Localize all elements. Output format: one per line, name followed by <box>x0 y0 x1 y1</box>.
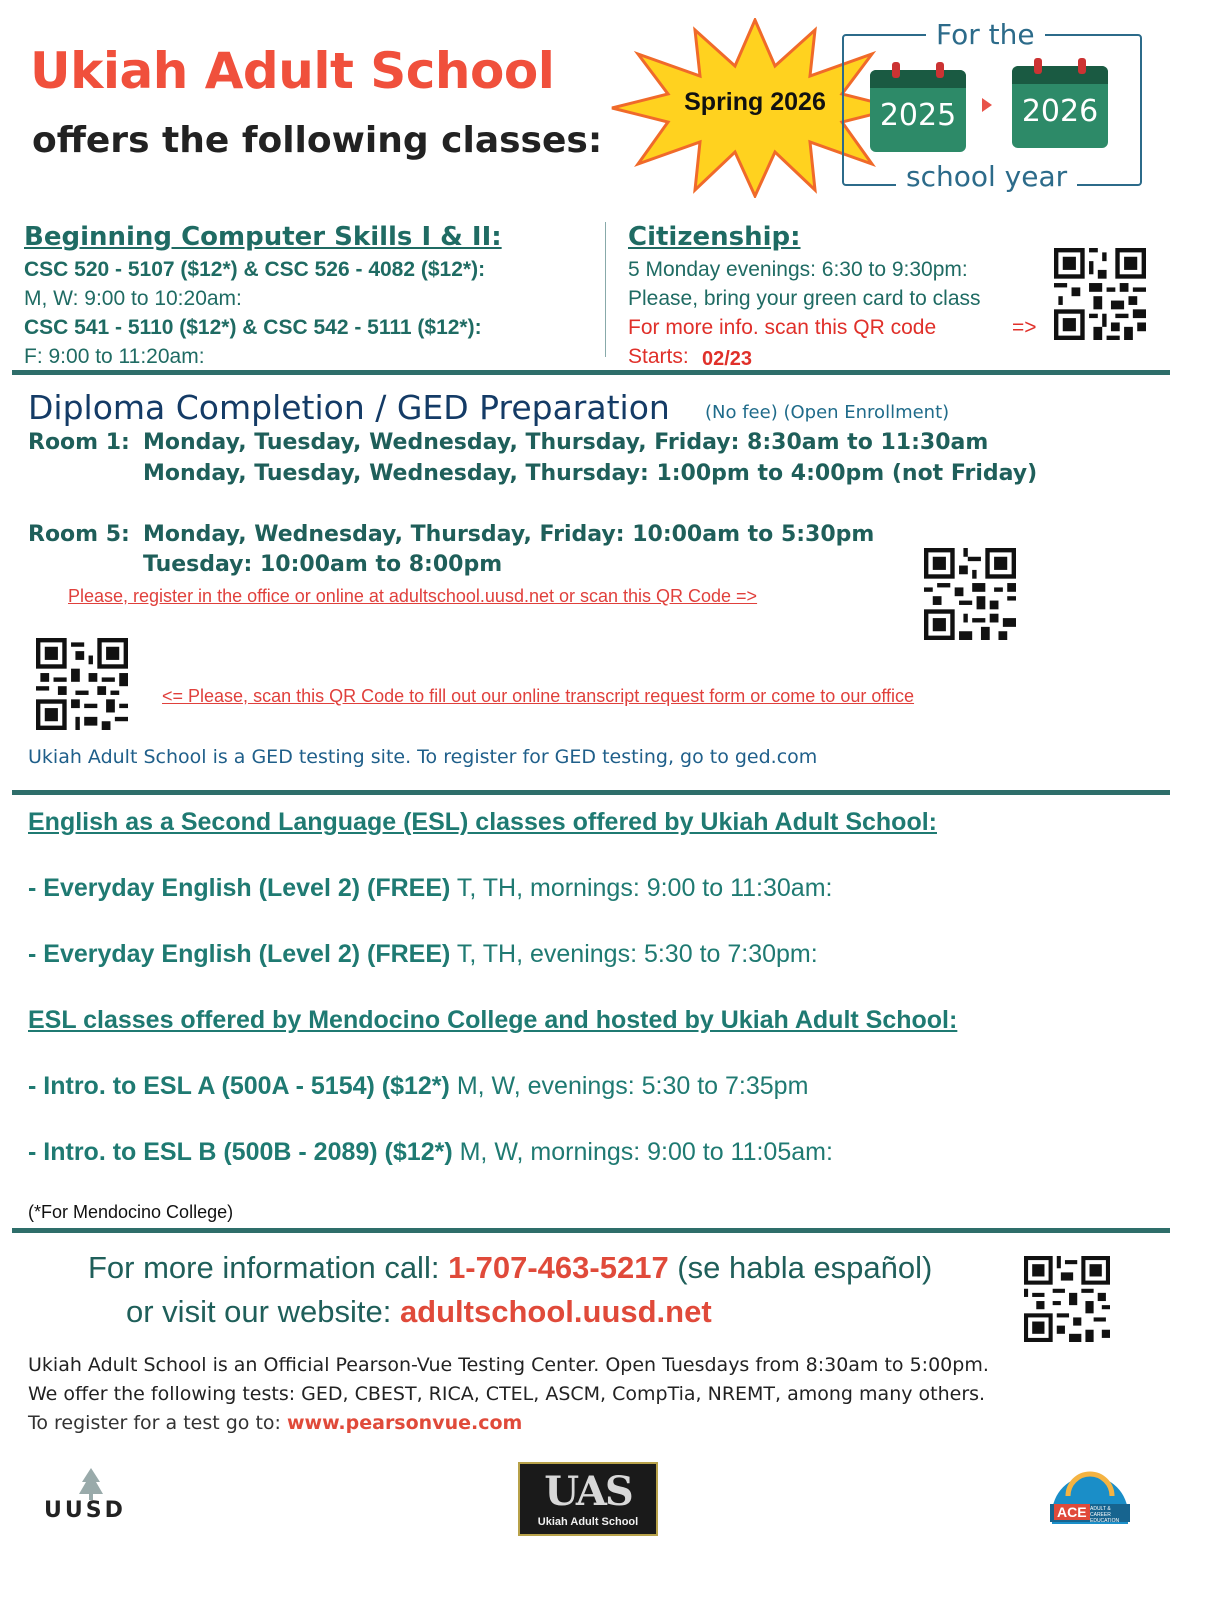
uas-logo <box>518 1462 658 1536</box>
uas-logo-text: UAS <box>544 1468 632 1515</box>
esl-item-3 <box>28 1072 808 1101</box>
computer-schedule-line-1: M, W: 9:00 to 10:20am: <box>24 287 242 310</box>
esl-item-4-title: - Intro. to ESL B (500B - 2089) ($12*) <box>28 1138 453 1166</box>
room-5-schedule-1: Monday, Wednesday, Thursday, Friday: 10:00am to 5:30pm <box>143 522 875 547</box>
tree-icon <box>36 1466 146 1502</box>
room-5-label: Room 5: <box>28 522 130 547</box>
page-title: Ukiah Adult School <box>30 42 555 100</box>
esl-item-3-title: - Intro. to ESL A (500A - 5154) ($12*) <box>28 1072 450 1100</box>
room-5-schedule-2: Tuesday: 10:00am to 8:00pm <box>143 552 503 577</box>
website-line <box>126 1294 712 1330</box>
citizenship-qr-arrow: => <box>1012 316 1037 339</box>
website-link[interactable]: adultschool.uusd.net <box>399 1294 712 1329</box>
pearson-register-label: To register for a test go to: <box>28 1412 287 1434</box>
section-divider <box>12 370 1170 375</box>
computer-skills-heading: Beginning Computer Skills I & II: <box>24 222 502 252</box>
ace-emblem-icon <box>1040 1466 1140 1536</box>
school-year-top-label: For the <box>926 18 1045 51</box>
pearson-vue-line-2: We offer the following tests: GED, CBEST, RICA, CTEL, ASCM, CompTia, NREMT, among many others. <box>28 1383 986 1405</box>
citizenship-qr-code[interactable] <box>1052 248 1148 340</box>
uusd-logo-text: UUSD <box>44 1498 126 1523</box>
computer-schedule-line-2: F: 9:00 to 11:20am: <box>24 345 205 368</box>
calendar-2025-icon <box>870 70 966 152</box>
citizenship-start-date: 02/23 <box>702 348 753 370</box>
call-label: For more information call: <box>88 1250 449 1285</box>
esl-item-2-schedule: T, TH, evenings: 5:30 to 7:30pm: <box>450 940 818 968</box>
esl-item-1 <box>28 874 833 903</box>
ace-logo <box>1040 1466 1140 1536</box>
year-to: 2026 <box>1021 94 1099 129</box>
website-qr-code[interactable] <box>1020 1256 1114 1342</box>
computer-course-line-2: CSC 541 - 5110 ($12*) & CSC 542 - 5111 ($12*): <box>24 316 482 339</box>
esl-item-4-schedule: M, W, mornings: 9:00 to 11:05am: <box>452 1138 833 1166</box>
transcript-request-link[interactable]: <= Please, scan this QR Code to fill out our online transcript request form or come to our office <box>162 686 915 706</box>
esl-item-1-schedule: T, TH, mornings: 9:00 to 11:30am: <box>450 874 833 902</box>
section-divider <box>12 790 1170 795</box>
esl-uas-heading: English as a Second Language (ESL) classes offered by Ukiah Adult School: <box>28 808 937 836</box>
calendar-2026-icon <box>1012 66 1108 148</box>
call-line <box>88 1250 932 1286</box>
phone-number[interactable]: 1-707-463-5217 <box>448 1250 669 1285</box>
school-year-bottom-label: school year <box>896 160 1077 193</box>
room-1-schedule-1: Monday, Tuesday, Wednesday, Thursday, Friday: 8:30am to 11:30am <box>143 430 989 455</box>
esl-item-2 <box>28 940 818 969</box>
ace-logo-caption: ADULT & CAREER EDUCATION <box>1090 1506 1120 1524</box>
esl-item-2-title: - Everyday English (Level 2) (FREE) <box>28 940 451 968</box>
ged-testing-note: Ukiah Adult School is a GED testing site. To register for GED testing, go to ged.com <box>28 746 818 768</box>
pearson-vue-line-3 <box>28 1412 522 1434</box>
esl-item-3-schedule: M, W, evenings: 5:30 to 7:35pm <box>449 1072 809 1100</box>
diploma-title: Diploma Completion / GED Preparation <box>28 388 670 427</box>
esl-item-1-title: - Everyday English (Level 2) (FREE) <box>28 874 451 902</box>
pearson-vue-link[interactable]: www.pearsonvue.com <box>286 1412 523 1434</box>
esl-item-4 <box>28 1138 833 1167</box>
citizenship-green-card-note: Please, bring your green card to class <box>628 287 981 310</box>
esl-mendocino-heading: ESL classes offered by Mendocino College and hosted by Ukiah Adult School: <box>28 1006 958 1034</box>
call-suffix: (se habla español) <box>668 1250 933 1285</box>
page-subtitle: offers the following classes: <box>32 120 603 161</box>
uusd-logo <box>36 1466 146 1530</box>
arrow-right-icon <box>982 98 992 112</box>
spring-badge-label: Spring 2026 <box>684 88 826 116</box>
diploma-fee-note: (No fee) (Open Enrollment) <box>705 402 950 423</box>
section-divider <box>12 1228 1170 1233</box>
citizenship-qr-note: For more info. scan this QR code <box>628 316 937 339</box>
citizenship-schedule: 5 Monday evenings: 6:30 to 9:30pm: <box>628 258 968 281</box>
room-1-label: Room 1: <box>28 430 130 455</box>
year-from: 2025 <box>879 98 957 133</box>
citizenship-heading: Citizenship: <box>628 222 801 252</box>
room-1-schedule-2: Monday, Tuesday, Wednesday, Thursday: 1:00pm to 4:00pm (not Friday) <box>143 461 1038 486</box>
computer-course-line-1: CSC 520 - 5107 ($12*) & CSC 526 - 4082 ($12*): <box>24 258 486 281</box>
transcript-qr-code[interactable] <box>34 638 130 730</box>
register-qr-code[interactable] <box>922 548 1018 640</box>
visit-label: or visit our website: <box>126 1294 400 1329</box>
citizenship-starts-label: Starts: <box>628 345 689 368</box>
mendocino-footnote: (*For Mendocino College) <box>28 1202 234 1222</box>
uas-logo-caption: Ukiah Adult School <box>537 1516 639 1528</box>
ace-logo-text: ACE <box>1054 1504 1090 1520</box>
pearson-vue-line-1: Ukiah Adult School is an Official Pearson-Vue Testing Center. Open Tuesdays from 8:30am to 5:00pm. <box>28 1354 989 1376</box>
register-online-link[interactable]: Please, register in the office or online at adultschool.uusd.net or scan this QR Code => <box>68 586 758 606</box>
column-divider <box>605 222 606 357</box>
